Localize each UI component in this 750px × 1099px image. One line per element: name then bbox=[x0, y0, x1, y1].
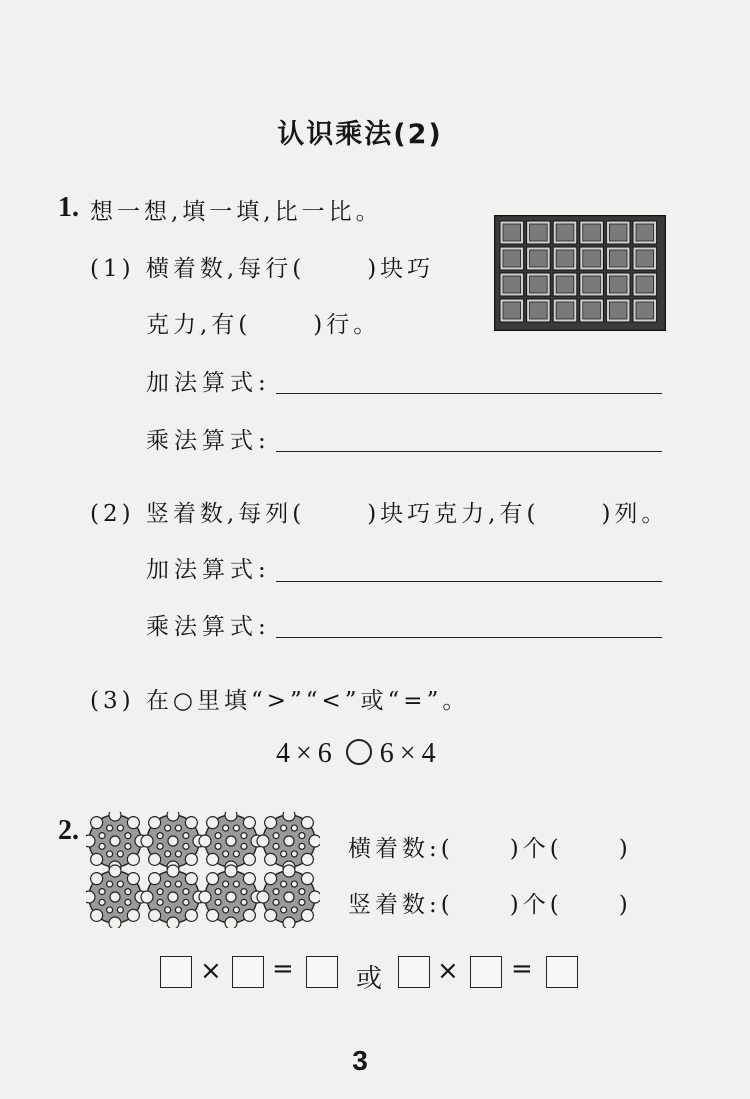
chocolate-piece-inner bbox=[530, 250, 548, 267]
part-1-rows-text-post: )行。 bbox=[313, 312, 381, 338]
chocolate-piece-inner bbox=[556, 302, 574, 319]
gear-icon bbox=[141, 812, 205, 873]
question-1-instruction: 想一想,填一填,比一比。 bbox=[90, 199, 383, 225]
horizontal-count-text-post: ) bbox=[618, 836, 632, 862]
chocolate-piece-inner bbox=[583, 276, 601, 293]
vertical-count-line bbox=[348, 886, 632, 919]
equation-1-times: × bbox=[200, 956, 222, 986]
chocolate-piece-inner bbox=[583, 250, 601, 267]
chocolate-piece-inner bbox=[556, 250, 574, 267]
gear-icon bbox=[199, 812, 263, 873]
chocolate-piece-inner bbox=[530, 302, 548, 319]
vertical-count-text-mid: )个( bbox=[509, 892, 563, 918]
page-title: 认识乘法(2) bbox=[277, 119, 443, 150]
chocolate-piece-inner bbox=[609, 250, 627, 267]
equation-1-equals: = bbox=[272, 954, 294, 984]
horizontal-count-line bbox=[348, 830, 632, 863]
chocolate-piece-inner bbox=[636, 302, 654, 319]
equation-1-box-a[interactable] bbox=[160, 956, 192, 988]
gear-grid bbox=[86, 812, 320, 928]
chocolate-piece-inner bbox=[503, 224, 521, 241]
part-1-line-1 bbox=[90, 250, 434, 283]
equation-2-box-a[interactable] bbox=[398, 956, 430, 988]
chocolate-piece-inner bbox=[609, 276, 627, 293]
equation-2-box-b[interactable] bbox=[470, 956, 502, 988]
part-2-multiplication-label: 乘法算式: bbox=[146, 614, 271, 640]
equation-2-times: × bbox=[437, 956, 459, 986]
vertical-count-text-pre: 竖着数:( bbox=[348, 892, 454, 918]
part-2-text-mid: )块巧克力,有( bbox=[367, 501, 540, 527]
chocolate-piece-inner bbox=[556, 276, 574, 293]
part-1-multiplication-label: 乘法算式: bbox=[146, 428, 271, 454]
part-2-text-pre: (2) 竖着数,每列( bbox=[90, 501, 306, 527]
chocolate-piece-inner bbox=[530, 276, 548, 293]
chocolate-piece-inner bbox=[530, 224, 548, 241]
question-2-number: 2. bbox=[58, 815, 79, 846]
equation-2-box-result[interactable] bbox=[546, 956, 578, 988]
chocolate-piece-inner bbox=[503, 276, 521, 293]
expression-left: 4×6 bbox=[276, 738, 338, 769]
chocolate-piece-inner bbox=[556, 224, 574, 241]
part-1-rows-text-pre: 克力,有( bbox=[146, 312, 252, 338]
vertical-count-text-post: ) bbox=[618, 892, 632, 918]
chocolate-piece-inner bbox=[583, 302, 601, 319]
gears-illustration bbox=[86, 812, 320, 928]
equation-2-equals: = bbox=[511, 954, 533, 984]
equation-1-box-result[interactable] bbox=[306, 956, 338, 988]
chocolate-piece-inner bbox=[609, 302, 627, 319]
comparison-expression bbox=[276, 738, 442, 770]
expression-right: 6×4 bbox=[379, 738, 442, 769]
gear-icon bbox=[141, 865, 205, 928]
part-1-multiplication-answer-line[interactable] bbox=[276, 451, 662, 452]
part-1-row-text-post: )块巧 bbox=[367, 256, 435, 282]
part-1-addition-label: 加法算式: bbox=[146, 370, 271, 396]
chocolate-piece-inner bbox=[503, 250, 521, 267]
part-1-row-text-pre: (1) 横着数,每行( bbox=[90, 256, 306, 282]
chocolate-piece-inner bbox=[636, 224, 654, 241]
part-1-addition-answer-line[interactable] bbox=[276, 393, 662, 394]
gear-icon bbox=[257, 812, 320, 873]
chocolate-piece-inner bbox=[636, 276, 654, 293]
chocolate-piece-inner bbox=[609, 224, 627, 241]
part-2-addition-label: 加法算式: bbox=[146, 557, 271, 583]
equation-1-box-b[interactable] bbox=[232, 956, 264, 988]
part-1-line-2 bbox=[146, 306, 380, 339]
horizontal-count-text-mid: )个( bbox=[509, 836, 563, 862]
part-2-text-post: )列。 bbox=[601, 501, 669, 527]
part-2-line bbox=[90, 495, 668, 528]
comparison-circle[interactable] bbox=[346, 739, 372, 765]
gear-icon bbox=[86, 865, 147, 928]
chocolate-bar-illustration bbox=[494, 215, 666, 331]
question-1-number: 1. bbox=[58, 192, 79, 223]
part-3-instruction: (3) 在○里填“>”“<”或“=”。 bbox=[90, 688, 470, 714]
part-2-multiplication-answer-line[interactable] bbox=[276, 637, 662, 638]
part-2-addition-answer-line[interactable] bbox=[276, 581, 662, 582]
gear-icon bbox=[199, 865, 263, 928]
page-number: 3 bbox=[352, 1045, 368, 1076]
or-text: 或 bbox=[356, 964, 387, 994]
chocolate-piece-inner bbox=[503, 302, 521, 319]
chocolate-piece-inner bbox=[636, 250, 654, 267]
gear-icon bbox=[257, 865, 320, 928]
horizontal-count-text-pre: 横着数:( bbox=[348, 836, 454, 862]
chocolate-piece-inner bbox=[583, 224, 601, 241]
gear-icon bbox=[86, 812, 147, 873]
